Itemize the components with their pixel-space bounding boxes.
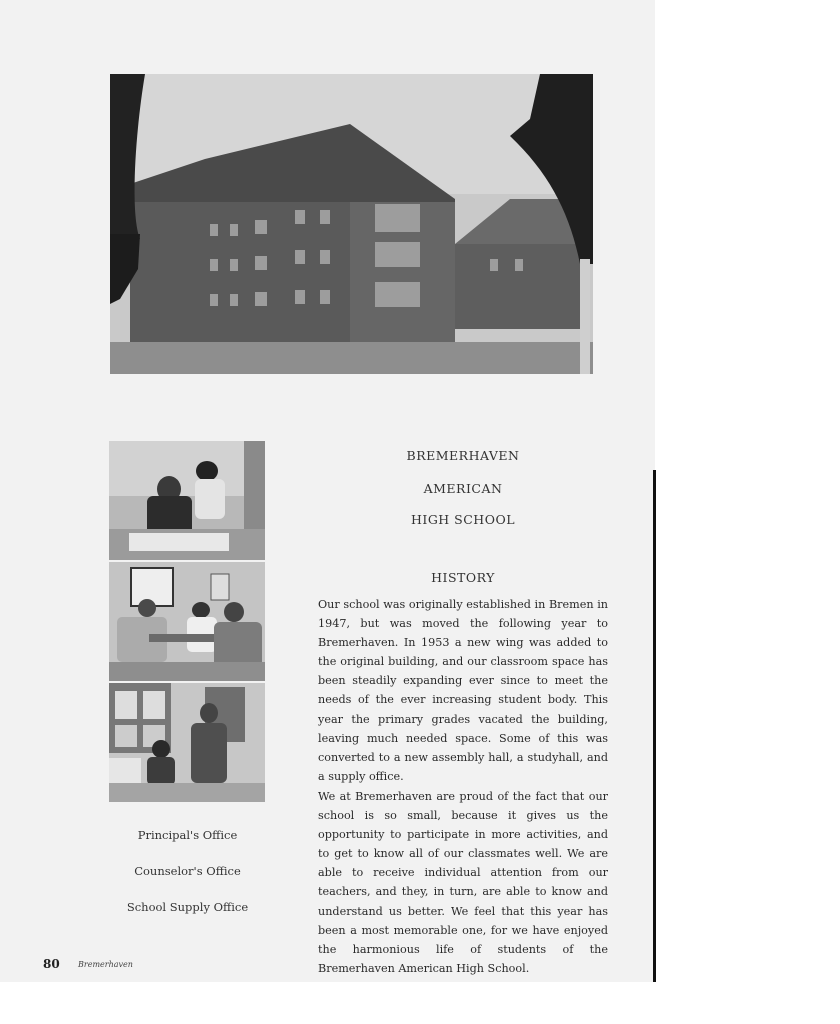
title-line-3: HIGH SCHOOL xyxy=(410,512,516,527)
counselors-office-photo xyxy=(109,562,265,681)
title-line-2: AMERICAN xyxy=(423,481,503,496)
school-building-photo xyxy=(110,74,593,374)
history-paragraph-2: We at Bremerhaven are proud of the fact that our school is so small, because it gives us the opportunity to participate in more activities, and to get to know all of our classmates well. We are able to receive individual attention from our teachers, and they, in turn, are able to know and understand us better. We feel that this year has been a most memorable one, for we have enjoyed the harmonious life of students of the Bremerhaven American High School. xyxy=(318,789,608,975)
page-number: 80 xyxy=(43,957,60,971)
history-paragraph-1: Our school was originally established in Bremen in 1947, but was moved the following year to Bremerhaven. In 1953 a new wing was added to the original building, and our classroom space has been steadily expanding ever since to meet the needs of the ever increasing student body. This year the primary grades vacated the building, leaving much needed space. Some of this was converted to a new assembly hall, a studyhall, and a supply office. xyxy=(318,598,608,783)
history-body xyxy=(318,595,608,979)
title-line-1: BREMERHAVEN xyxy=(406,448,520,463)
office-photo-stack xyxy=(109,441,265,804)
page-edge-shadow xyxy=(653,470,656,982)
running-title: Bremerhaven xyxy=(78,960,133,969)
principals-office-photo xyxy=(109,441,265,560)
school-supply-office-caption: School Supply Office xyxy=(126,900,249,914)
principals-office-caption: Principal's Office xyxy=(137,828,238,842)
counselors-office-caption: Counselor's Office xyxy=(134,864,241,878)
history-heading: HISTORY xyxy=(431,570,495,585)
school-supply-office-photo xyxy=(109,683,265,802)
